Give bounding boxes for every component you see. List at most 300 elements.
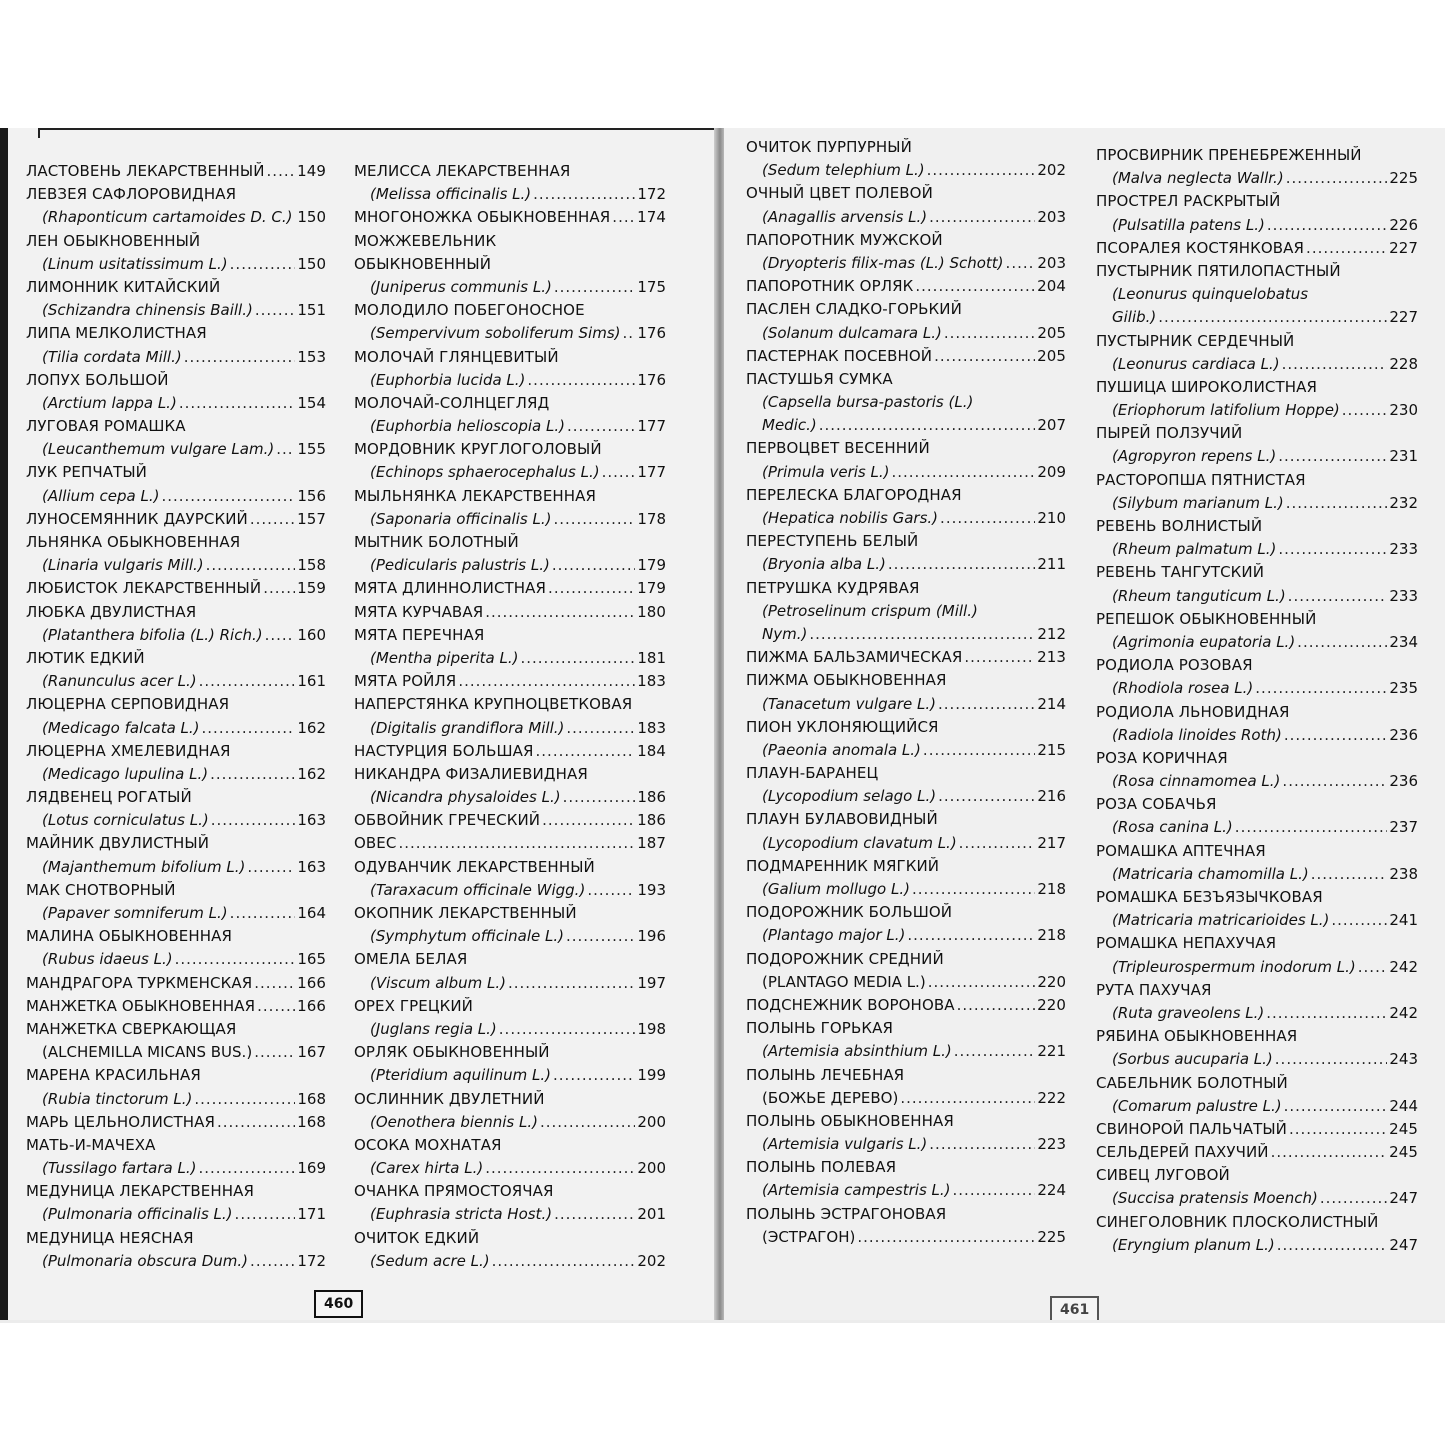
entry-latin-row [26,554,326,577]
entry-latin-name: (Silybum marianum L.) [1112,493,1284,512]
entry-latin-name: (Sempervivum soboliferum Sims) [370,324,621,343]
entry-page-number: 242 [1389,1003,1418,1022]
index-column [1096,144,1418,1257]
dot-leader [1271,1141,1387,1164]
index-entry [746,345,1066,368]
dot-leader [206,554,296,577]
entry-title-row [1096,1025,1418,1048]
entry-page-number: 236 [1389,772,1418,791]
entry-title: МАРЬ ЦЕЛЬНОЛИСТНАЯ [26,1112,215,1131]
entry-page-number: 172 [297,1251,326,1270]
index-entry [1096,608,1418,654]
entry-title-row [354,1227,666,1250]
entry-latin-name: (Lotus corniculatus L.) [42,811,209,830]
dot-leader [938,785,1035,808]
dot-leader [1284,724,1388,747]
entry-latin-name: (Linum usitatissimum L.) [42,254,228,273]
entry-latin-row [354,879,666,902]
entry-page-number: 203 [1037,207,1066,226]
index-entry [354,763,666,809]
entry-page-number: 202 [1037,161,1066,180]
index-entry [746,669,1066,715]
index-entry [1096,190,1418,236]
entry-title: ЛУК РЕПЧАТЫЙ [26,463,148,482]
entry-page-number: 169 [297,1159,326,1178]
dot-leader [566,925,635,948]
entry-latin-row [26,763,326,786]
entry-latin-row [1096,1234,1418,1257]
entry-title: ПАПОРОТНИК МУЖСКОЙ [746,230,943,249]
dot-leader [267,160,296,183]
entry-latin-row [354,1250,666,1273]
entry-latin-name: (ALCHEMILLA MICANS BUS.) [42,1043,253,1062]
dot-leader [553,1064,635,1087]
entry-latin-row [746,739,1066,762]
entry-page-number: 218 [1037,880,1066,898]
entry-latin-row [354,554,666,577]
entry-page-number: 166 [297,973,326,992]
entry-title-row [354,438,666,461]
entry-title: ПОДМАРЕННИК МЯГКИЙ [746,856,940,875]
entry-page-number: 242 [1389,957,1418,976]
entry-page-number: 236 [1389,725,1418,744]
entry-latin-name: Gilib.) [1112,308,1157,327]
entry-page-number: 207 [1037,416,1066,435]
dot-leader [235,1203,296,1226]
entry-title: ЛЕВЗЕЯ САФЛОРОВИДНАЯ [26,185,237,204]
entry-latin-name: (Schizandra chinensis Baill.) [42,301,253,320]
dot-leader [485,1157,635,1180]
entry-latin-row [26,1088,326,1111]
entry-title-row [354,346,666,369]
entry-latin-row [746,206,1066,229]
entry-title: МОРДОВНИК КРУГЛОГОЛОВЫЙ [354,440,602,459]
entry-title-row [1096,1164,1418,1187]
entry-latin-row [746,693,1066,716]
entry-page-number: 163 [297,811,326,830]
index-entry [26,577,326,600]
index-entry [26,925,326,971]
dot-leader [265,624,296,647]
entry-title-row [354,740,666,763]
entry-title: МОЛОДИЛО ПОБЕГОНОСНОЕ [354,301,585,320]
entry-latin-name: (Rubus idaeus L.) [42,950,173,969]
entry-title: НАПЕРСТЯНКА КРУПНОЦВЕТКОВАЯ [354,695,633,714]
dot-leader [623,322,636,345]
dot-leader [964,646,1035,669]
entry-title-row [746,1156,1066,1179]
index-entry [354,531,666,577]
entry-page-number: 186 [637,811,666,830]
index-entry [1096,1164,1418,1210]
entry-latin-row [746,252,1066,275]
entry-title-row [1096,1141,1418,1164]
entry-page-number: 221 [1037,1042,1066,1061]
index-entry [746,136,1066,182]
dot-leader [1289,1118,1387,1141]
entry-title-row [746,901,1066,924]
entry-title: ЛЮТИК ЕДКИЙ [26,648,145,667]
index-entry [26,508,326,531]
index-entry [26,322,326,368]
entry-page-number: 166 [297,996,326,1015]
dot-leader [254,1041,295,1064]
entry-title-row [354,995,666,1018]
entry-title-row [746,669,1066,692]
dot-leader [1288,585,1388,608]
entry-title: ОДУВАНЧИК ЛЕКАРСТВЕННЫЙ [354,857,595,876]
dot-leader [553,508,635,531]
dot-leader [230,253,296,276]
entry-title: ЛУНОСЕМЯННИК ДАУРСКИЙ [26,509,248,528]
entry-title: ПУСТЫРНИК ПЯТИЛОПАСТНЫЙ [1096,261,1341,280]
entry-title: МНОГОНОЖКА ОБЫКНОВЕННАЯ [354,208,611,227]
entry-latin-name: (Artemisia campestris L.) [762,1181,951,1200]
entry-title: САБЕЛЬНИК БОЛОТНЫЙ [1096,1073,1288,1092]
entry-latin-row [746,391,1066,414]
dot-leader [202,717,296,740]
dot-leader [1320,1187,1388,1210]
dot-leader [1255,677,1387,700]
entry-latin-name: (Linaria vulgaris Mill.) [42,556,204,575]
index-entry [1096,840,1418,886]
index-entry [354,206,666,229]
entry-title-row [354,832,666,855]
entry-page-number: 163 [297,857,326,876]
entry-title-row [26,1134,326,1157]
entry-latin-name: (Euphorbia helioscopia L.) [370,417,565,436]
dot-leader [199,670,296,693]
dot-leader [533,183,635,206]
entry-title-row [26,879,326,902]
entry-page-number: 227 [1389,238,1418,257]
entry-page-number: 171 [297,1205,326,1224]
index-entry [1096,1118,1418,1141]
index-entry [26,740,326,786]
dot-leader [540,1111,635,1134]
entry-page-number: 158 [297,556,326,575]
entry-title: МЯТА ДЛИННОЛИСТНАЯ [354,579,547,598]
index-entry [746,808,1066,854]
entry-page-number: 231 [1389,447,1418,466]
entry-title-row [26,461,326,484]
index-entry [26,415,326,461]
index-entry [354,160,666,206]
entry-title-row [746,298,1066,321]
entry-latin-row [746,971,1066,994]
entry-latin-row [1096,283,1418,306]
entry-page-number: 220 [1037,972,1066,991]
entry-title-row [1096,886,1418,909]
entry-page-number: 224 [1037,1181,1066,1200]
dot-leader [210,763,295,786]
entry-latin-name: (Hepatica nobilis Gars.) [762,509,939,527]
entry-latin-row [746,1087,1066,1110]
entry-latin-name: (Saponaria officinalis L.) [370,509,552,528]
index-column [746,136,1066,1249]
entry-title: МАЙНИК ДВУЛИСТНЫЙ [26,834,210,853]
dot-leader [492,1250,636,1273]
entry-latin-name: (Rhodiola rosea L.) [1112,679,1254,698]
entry-page-number: 225 [1389,169,1418,188]
entry-title-row [1096,190,1418,213]
entry-title-row [1096,701,1418,724]
entry-title: ПЫРЕЙ ПОЛЗУЧИЙ [1096,424,1243,443]
entry-latin-name: (Leucanthemum vulgare Lam.) [42,440,275,459]
index-entry [354,1180,666,1226]
entry-title-row [354,1088,666,1111]
entry-latin-name: (Allium cepa L.) [42,486,160,505]
entry-title-row [1096,330,1418,353]
entry-page-number: 225 [1037,1227,1066,1246]
entry-latin-row [26,856,326,879]
entry-title: СВИНОРОЙ ПАЛЬЧАТЫЙ [1096,1119,1287,1138]
dot-leader [254,972,295,995]
entry-latin-row [746,507,1066,530]
entry-latin-name: (Pedicularis palustris L.) [370,556,550,575]
index-entry [1096,701,1418,747]
index-entry [354,693,666,739]
index-entry [746,577,1066,647]
entry-title-row [1096,840,1418,863]
index-entry [1096,1025,1418,1071]
entry-title: ПИЖМА БАЛЬЗАМИЧЕСКАЯ [746,648,963,667]
entry-title-row [746,368,1066,391]
index-entry [746,229,1066,275]
entry-title: ПОДСНЕЖНИК ВОРОНОВА [746,995,955,1014]
entry-latin-name: (Pulsatilla patens L.) [1112,215,1265,234]
entry-title-row [1096,376,1418,399]
entry-title-row [354,1041,666,1064]
entry-title-row [1096,515,1418,538]
entry-title: НАСТУРЦИЯ БОЛЬШАЯ [354,741,534,760]
entry-title: ОЧИТОК ПУРПУРНЫЙ [746,138,912,156]
dot-leader [1311,863,1388,886]
entry-page-number: 238 [1389,864,1418,883]
entry-title-row [26,531,326,554]
dot-leader [257,995,295,1018]
entry-latin-row [746,1226,1066,1249]
dot-leader [508,972,635,995]
entry-latin-name: (Platanthera bifolia (L.) Rich.) [42,625,263,644]
index-entry [26,160,326,183]
index-entry [354,1041,666,1087]
index-entry [1096,144,1418,190]
index-entry [26,230,326,276]
entry-latin-name: (Leonurus cardiaca L.) [1112,354,1280,373]
entry-latin-row [1096,1048,1418,1071]
entry-title: ОСОКА МОХНАТАЯ [354,1135,502,1154]
dot-leader [194,1088,295,1111]
entry-title-row [1096,260,1418,283]
entry-latin-row [354,415,666,438]
entry-latin-row [26,1250,326,1273]
entry-title: ПИОН УКЛОНЯЮЩИЙСЯ [746,717,939,736]
dot-leader [161,485,295,508]
entry-latin-name: (Rosa cinnamomea L.) [1112,772,1281,791]
entry-title: ОБЫКНОВЕННЫЙ [354,254,492,273]
entry-title: ОЧНЫЙ ЦВЕТ ПОЛЕВОЙ [746,184,933,203]
dot-leader [900,1087,1035,1110]
entry-title: ПОЛЫНЬ ОБЫКНОВЕННАЯ [746,1111,954,1130]
index-entry [1096,260,1418,330]
entry-page-number: 212 [1037,624,1066,643]
entry-title: ПРОСВИРНИК ПРЕНЕБРЕЖЕННЫЙ [1096,146,1362,164]
entry-title: ПЕРЕСТУПЕНЬ БЕЛЫЙ [746,532,919,551]
entry-title: ПОДОРОЖНИК СРЕДНИЙ [746,949,944,968]
entry-latin-name: (Juglans regia L.) [370,1019,497,1038]
entry-title: ЛЮЦЕРНА ХМЕЛЕВИДНАЯ [26,741,231,760]
entry-title-row [746,855,1066,878]
entry-title-row [26,740,326,763]
entry-title: ПАСТЕРНАК ПОСЕВНОЙ [746,346,933,365]
right-page [724,128,1445,1320]
index-entry [746,1017,1066,1063]
entry-page-number: 245 [1389,1143,1418,1162]
entry-page-number: 150 [297,208,326,227]
index-entry [26,972,326,995]
entry-latin-row [1096,492,1418,515]
entry-latin-name: (Taraxacum officinale Wigg.) [370,880,586,899]
entry-title-row [354,531,666,554]
entry-title: ЛЕН ОБЫКНОВЕННЫЙ [26,231,201,250]
entry-title: МЕДУНИЦА НЕЯСНАЯ [26,1228,194,1247]
dot-leader [915,275,1035,298]
entry-title-row [1096,561,1418,584]
entry-title: РОЗА КОРИЧНАЯ [1096,748,1228,767]
index-entry [1096,886,1418,932]
dot-leader [938,693,1035,716]
entry-title-row [26,183,326,206]
dot-leader [247,856,295,879]
dot-leader [554,276,636,299]
entry-title-row [354,670,666,693]
entry-title: РОМАШКА БЕЗЪЯЗЫЧКОВАЯ [1096,888,1323,906]
index-entry [26,1064,326,1110]
entry-latin-name: (Pulmonaria officinalis L.) [42,1205,233,1224]
index-entry [26,1180,326,1226]
entry-page-number: 164 [297,904,326,922]
entry-page-number: 155 [297,440,326,459]
entry-latin-name: (Rheum tanguticum L.) [1112,586,1286,605]
index-entry [746,530,1066,576]
entry-title-row [746,437,1066,460]
dot-leader [175,948,296,971]
entry-title-row [1096,608,1418,631]
dot-leader [499,1018,636,1041]
entry-latin-row [354,1064,666,1087]
entry-page-number: 235 [1389,679,1418,698]
index-entry [354,948,666,994]
entry-title-row [26,995,326,1018]
entry-title: СЕЛЬДЕРЕЙ ПАХУЧИЙ [1096,1143,1269,1162]
entry-title-row [26,925,326,948]
entry-page-number: 157 [297,509,326,528]
entry-page-number: 156 [297,486,326,505]
dot-leader [263,577,295,600]
index-entry [26,1134,326,1180]
entry-latin-name: (Petroselinum crispum (Mill.) [762,601,978,620]
entry-latin-name: (Echinops sphaerocephalus L.) [370,463,600,482]
entry-latin-row [746,623,1066,646]
dot-leader [230,902,296,925]
entry-latin-name: (Plantago major L.) [762,926,906,945]
index-entry [26,183,326,229]
entry-latin-row [1096,1187,1418,1210]
index-entry [1096,654,1418,700]
entry-page-number: 214 [1037,694,1066,713]
index-entry [354,485,666,531]
entry-latin-row [1096,724,1418,747]
entry-latin-row [26,253,326,276]
entry-title-row [746,484,1066,507]
dot-leader [1286,492,1388,515]
entry-title: ПЛАУН-БАРАНЕЦ [746,764,879,783]
entry-latin-row [354,1018,666,1041]
entry-title: РАСТОРОПША ПЯТНИСТАЯ [1096,470,1306,489]
entry-title-row [354,693,666,716]
entry-title-row [746,762,1066,785]
entry-latin-row [746,1040,1066,1063]
entry-title-row [354,392,666,415]
entry-title: ПУШИЦА ШИРОКОЛИСТНАЯ [1096,377,1318,396]
entry-page-number: 247 [1389,1235,1418,1254]
index-entry [354,995,666,1041]
entry-title-row [746,948,1066,971]
index-entry [1096,237,1418,260]
entry-title-row [1096,1072,1418,1095]
entry-title: РЕВЕНЬ ТАНГУТСКИЙ [1096,563,1265,582]
entry-latin-row [354,647,666,670]
entry-latin-name: Medic.) [762,416,817,435]
dot-leader [954,1040,1036,1063]
entry-title-row [26,693,326,716]
entry-title: МОЛОЧАЙ-СОЛНЦЕГЛЯД [354,393,550,412]
entry-latin-row [746,832,1066,855]
entry-title-row [26,972,326,995]
entry-page-number: 243 [1389,1050,1418,1069]
entry-title: ПОЛЫНЬ ГОРЬКАЯ [746,1019,893,1038]
entry-title: ПЕРВОЦВЕТ ВЕСЕННИЙ [746,439,930,458]
entry-title-row [746,1203,1066,1226]
entry-latin-row [26,948,326,971]
entry-latin-name: (Solanum dulcamara L.) [762,323,942,342]
entry-page-number: 222 [1037,1088,1066,1107]
entry-title: ПЛАУН БУЛАВОВИДНЫЙ [746,810,938,829]
dot-leader [542,809,635,832]
entry-title: ЛЬНЯНКА ОБЫКНОВЕННАЯ [26,533,241,551]
dot-leader [1278,538,1387,561]
entry-page-number: 227 [1389,308,1418,327]
index-entry [26,1018,326,1064]
index-entry [746,646,1066,669]
dot-leader [276,438,295,461]
header-tick [38,128,40,138]
entry-latin-name: (Comarum palustre L.) [1112,1096,1282,1115]
entry-title: ОБВОЙНИК ГРЕЧЕСКИЙ [354,811,541,830]
entry-latin-name: (Medicago lupulina L.) [42,764,209,783]
entry-title: МЯТА ПЕРЕЧНАЯ [354,625,485,644]
index-entry [354,346,666,392]
entry-latin-row [26,809,326,832]
entry-latin-name: (Symphytum officinale L.) [370,927,564,946]
index-entry [746,1156,1066,1202]
entry-latin-name: (БОЖЬЕ ДЕРЕВО) [762,1088,899,1107]
entry-latin-row [26,902,326,925]
entry-page-number: 205 [1037,323,1066,342]
dot-leader [587,879,635,902]
entry-title-row [26,160,326,183]
